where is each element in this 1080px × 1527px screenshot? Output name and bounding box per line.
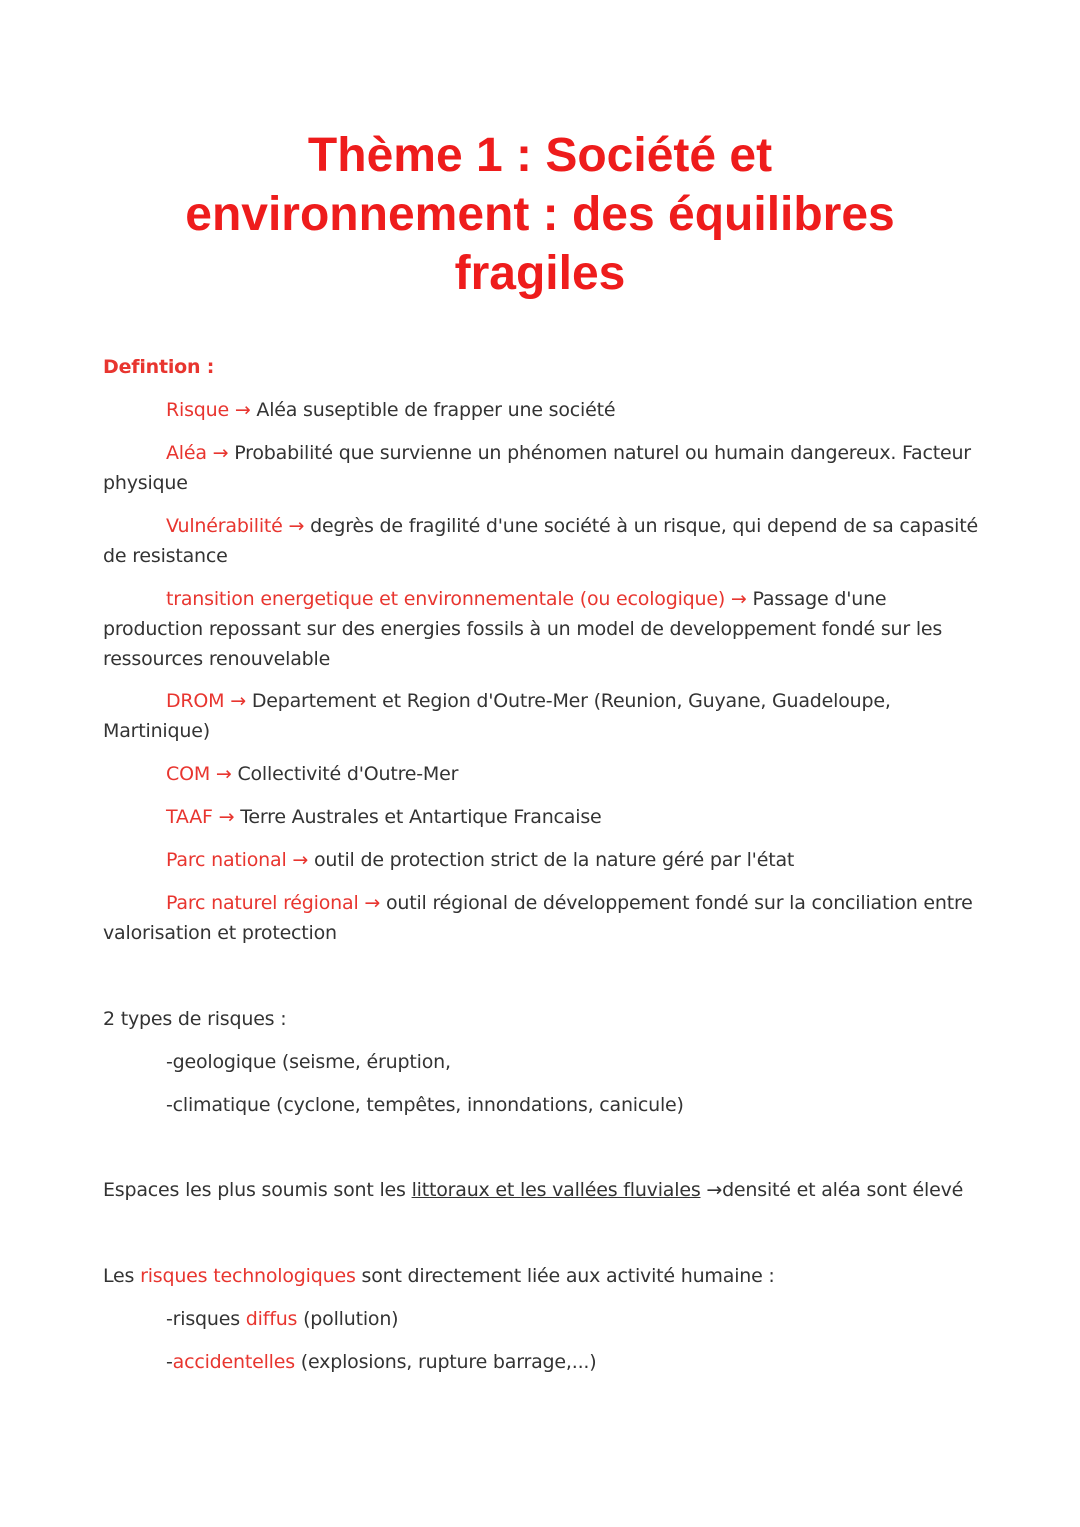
tech-risks-text: Les [103, 1265, 141, 1287]
tech-risk-text: -risques [166, 1308, 246, 1330]
title-line-3: fragiles [454, 247, 626, 300]
risk-type-item: -geologique (seisme, éruption, [166, 1051, 451, 1073]
arrow-icon: → [292, 849, 309, 871]
definition-text: Collectivité d'Outre-Mer [237, 763, 459, 785]
definition-term: Parc national [166, 849, 287, 871]
arrow-icon: → [212, 442, 229, 464]
definition-term: Aléa [166, 442, 207, 464]
definition-text: Departement et Region d'Outre-Mer (Reunion, Guyane, Guadeloupe, Martinique) [103, 690, 891, 742]
definition-term: Parc naturel régional [166, 892, 359, 914]
definition-drom [103, 686, 983, 746]
tech-risks-intro [103, 1261, 983, 1291]
exposed-spaces-text: Espaces les plus soumis sont les [103, 1179, 412, 1201]
arrow-icon: → [218, 806, 235, 828]
arrow-icon: → [730, 588, 747, 610]
exposed-spaces-underlined: littoraux et les vallées fluviales [411, 1179, 701, 1201]
definition-com [103, 759, 983, 789]
risk-types-heading: 2 types de risques : [103, 1008, 287, 1030]
definition-term: transition energetique et environnementale (ou ecologique) [166, 588, 726, 610]
tech-risk-text: - [166, 1351, 173, 1373]
definition-text: Aléa suseptible de frapper une société [256, 399, 616, 421]
tech-risk-text: (pollution) [297, 1308, 399, 1330]
arrow-icon: → [215, 763, 232, 785]
definition-risque [103, 395, 983, 425]
definition-text: Terre Australes et Antartique Francaise [240, 806, 602, 828]
exposed-spaces-line [103, 1175, 983, 1205]
arrow-icon: → [288, 515, 305, 537]
definition-text: Probabilité que survienne un phénomen naturel ou humain dangereux. Facteur physique [103, 442, 971, 494]
tech-risk-term: diffus [245, 1308, 298, 1330]
arrow-icon: → [230, 690, 246, 712]
definition-term: TAAF [166, 806, 213, 828]
definition-term: COM [166, 763, 211, 785]
definition-vulnerabilite [103, 511, 983, 571]
arrow-icon: → [234, 399, 251, 421]
definition-text: outil de protection strict de la nature géré par l'état [313, 849, 795, 871]
definition-parc-national [103, 845, 983, 875]
title-line-1: Thème 1 : Société et [307, 129, 773, 182]
definition-term: Risque [166, 399, 229, 421]
arrow-icon: → [364, 892, 381, 914]
definition-taaf [103, 802, 983, 832]
exposed-spaces-conclusion: →densité et aléa sont élevé [700, 1179, 964, 1201]
definition-text: Passage d'une production repossant sur des energies fossils à un model de developpement fondé sur les ressources renouvelable [103, 588, 943, 670]
tech-risks-text: sont directement liée aux activité humaine : [355, 1265, 775, 1287]
definition-term: DROM [166, 690, 225, 712]
definition-parc-naturel-regional [103, 888, 983, 948]
definition-alea [103, 438, 983, 498]
tech-risk-item-diffus [166, 1304, 986, 1334]
page-title [140, 126, 940, 303]
definition-text: degrès de fragilité d'une société à un risque, qui depend de sa capasité de resistance [103, 515, 978, 567]
definition-term: Vulnérabilité [166, 515, 283, 537]
title-line-2: environnement : des équilibres [185, 188, 895, 241]
definition-transition [103, 584, 983, 674]
tech-risk-text: (explosions, rupture barrage,...) [294, 1351, 597, 1373]
definition-text: outil régional de développement fondé sur la conciliation entre valorisation et protection [103, 892, 973, 944]
tech-risks-term: risques technologiques [140, 1265, 356, 1287]
risk-type-item: -climatique (cyclone, tempêtes, innondations, canicule) [166, 1094, 684, 1116]
definitions-heading: Defintion : [103, 356, 215, 378]
tech-risk-item-accidentelles [166, 1347, 986, 1377]
tech-risk-term: accidentelles [172, 1351, 295, 1373]
